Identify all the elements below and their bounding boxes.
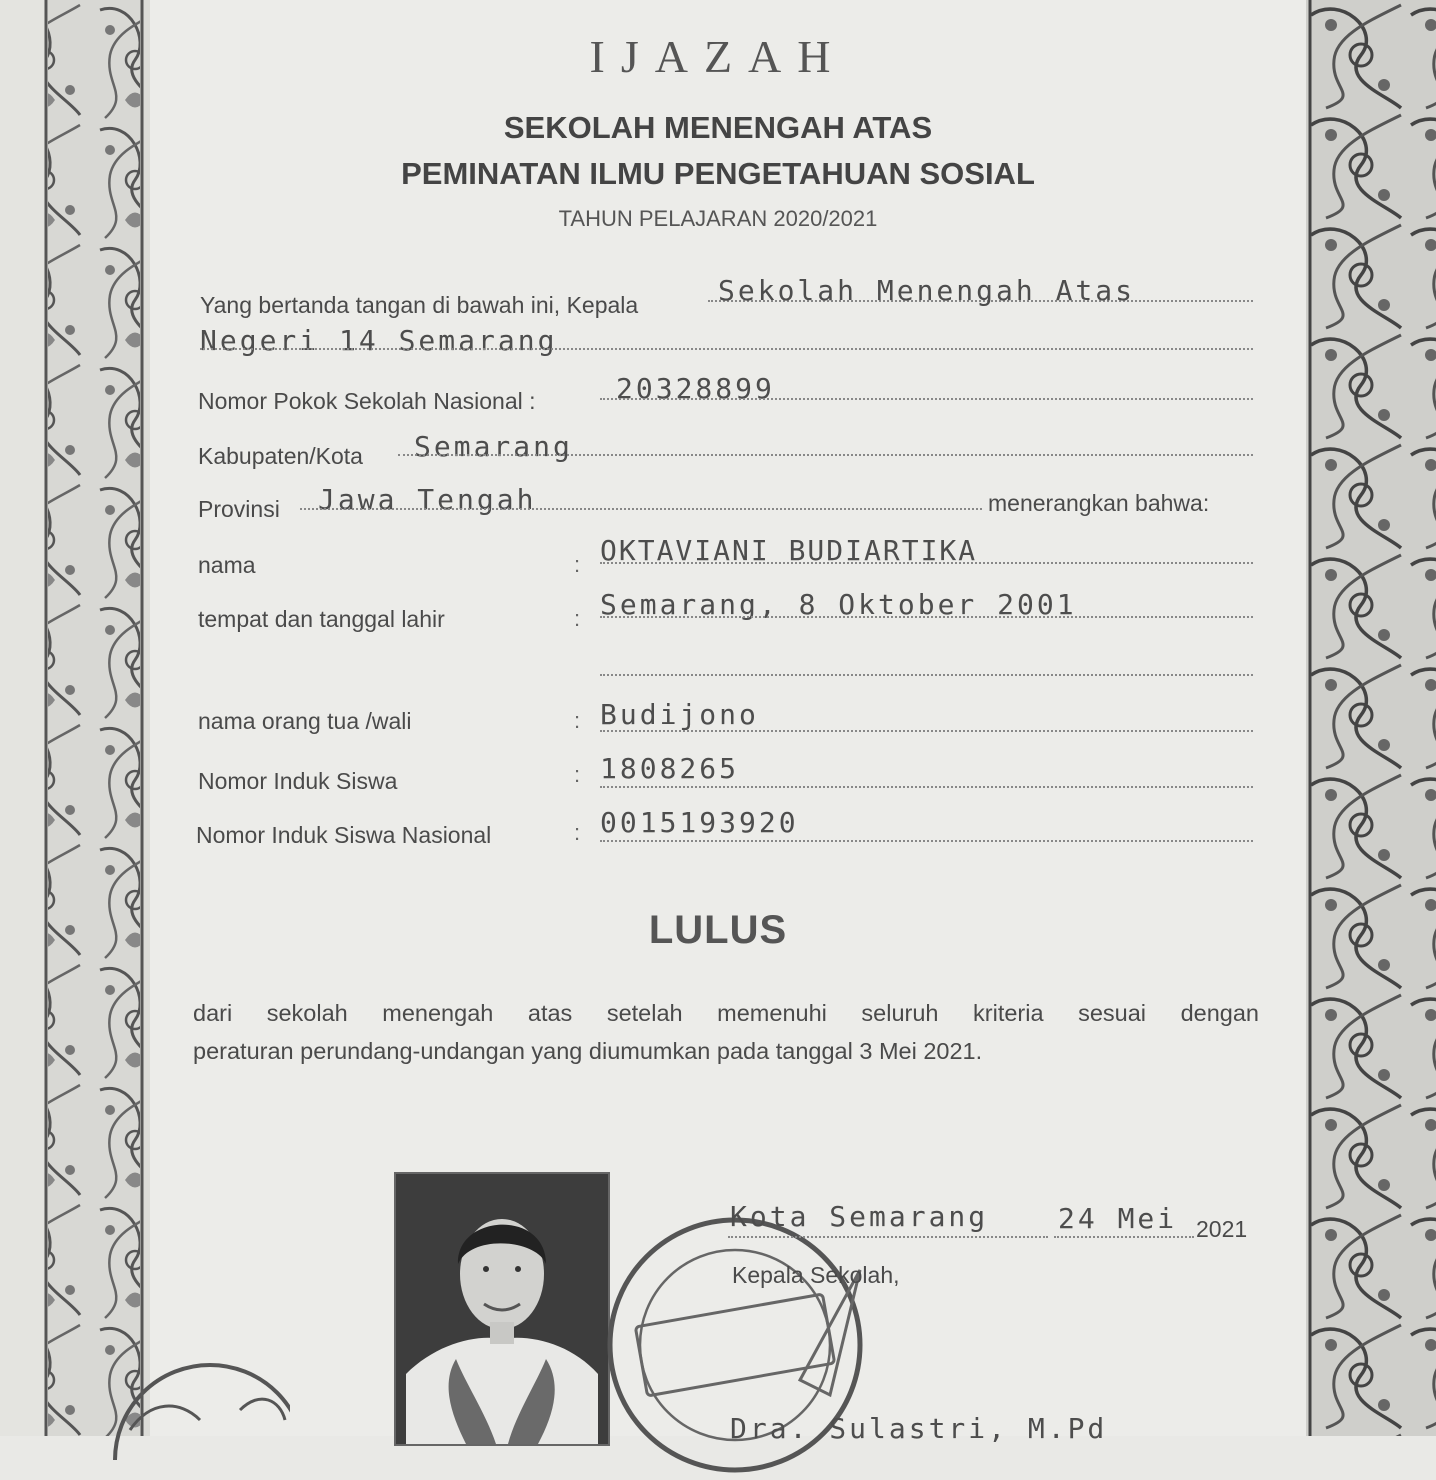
result-status: LULUS bbox=[648, 908, 788, 952]
colon: : bbox=[574, 708, 581, 733]
dotted-line bbox=[200, 348, 1253, 350]
name-label: nama bbox=[198, 552, 256, 578]
statement-line-2: peraturan perundang-undangan yang diumumkan pada tanggal 3 Mei 2021. bbox=[193, 1038, 983, 1064]
dotted-line bbox=[600, 786, 1253, 788]
dotted-line bbox=[600, 840, 1253, 842]
states-label: menerangkan bahwa: bbox=[988, 490, 1210, 516]
nis-value: 1808265 bbox=[600, 752, 740, 785]
province-value: Jawa Tengah bbox=[318, 483, 537, 516]
ministry-emblem bbox=[60, 1340, 290, 1460]
signature-year: 2021 bbox=[1196, 1216, 1248, 1242]
dotted-line bbox=[600, 616, 1253, 618]
npsn-label: Nomor Pokok Sekolah Nasional : bbox=[198, 388, 536, 414]
signature-place: Kota Semarang bbox=[730, 1200, 989, 1233]
student-name: OKTAVIANI BUDIARTIKA bbox=[600, 534, 978, 567]
city-label: Kabupaten/Kota bbox=[198, 443, 363, 469]
birth-value: Semarang, 8 Oktober 2001 bbox=[600, 588, 1077, 621]
school-type: SEKOLAH MENENGAH ATAS bbox=[503, 110, 933, 145]
colon: : bbox=[574, 762, 581, 787]
doc-title: IJAZAH bbox=[589, 31, 847, 82]
colon: : bbox=[574, 606, 581, 631]
birth-label: tempat dan tanggal lahir bbox=[198, 606, 445, 632]
dotted-line bbox=[1054, 1236, 1194, 1238]
student-photo bbox=[394, 1172, 610, 1446]
school-name-line1: Sekolah Menengah Atas bbox=[718, 274, 1136, 307]
nisn-value: 0015193920 bbox=[600, 806, 799, 839]
dotted-line bbox=[600, 730, 1253, 732]
specialization: PEMINATAN ILMU PENGETAHUAN SOSIAL bbox=[401, 156, 1035, 191]
school-name-line2: Negeri 14 Semarang bbox=[200, 324, 558, 357]
principal-name: Dra. Sulastri, M.Pd bbox=[730, 1412, 1108, 1445]
signature-date: 24 Mei bbox=[1058, 1202, 1178, 1235]
parent-label: nama orang tua /wali bbox=[198, 708, 412, 734]
intro-label: Yang bertanda tangan di bawah ini, Kepala bbox=[200, 292, 639, 318]
nisn-label: Nomor Induk Siswa Nasional bbox=[196, 822, 492, 848]
nis-label: Nomor Induk Siswa bbox=[198, 768, 398, 794]
dotted-line bbox=[600, 562, 1253, 564]
dotted-line bbox=[600, 398, 1253, 400]
colon: : bbox=[574, 820, 581, 845]
parent-value: Budijono bbox=[600, 698, 759, 731]
statement-line-1: dari sekolah menengah atas setelah memenuhi seluruh kriteria sesuai dengan bbox=[193, 1000, 1259, 1026]
dotted-line bbox=[300, 508, 982, 510]
academic-year: TAHUN PELAJARAN 2020/2021 bbox=[558, 206, 878, 231]
colon: : bbox=[574, 552, 581, 577]
signature-title: Kepala Sekolah, bbox=[732, 1262, 900, 1288]
city-value: Semarang bbox=[414, 430, 573, 463]
dotted-line bbox=[728, 1236, 1048, 1238]
province-label: Provinsi bbox=[198, 496, 280, 522]
dotted-line bbox=[398, 454, 1253, 456]
dotted-line bbox=[600, 674, 1253, 676]
npsn-value: 20328899 bbox=[616, 372, 775, 405]
